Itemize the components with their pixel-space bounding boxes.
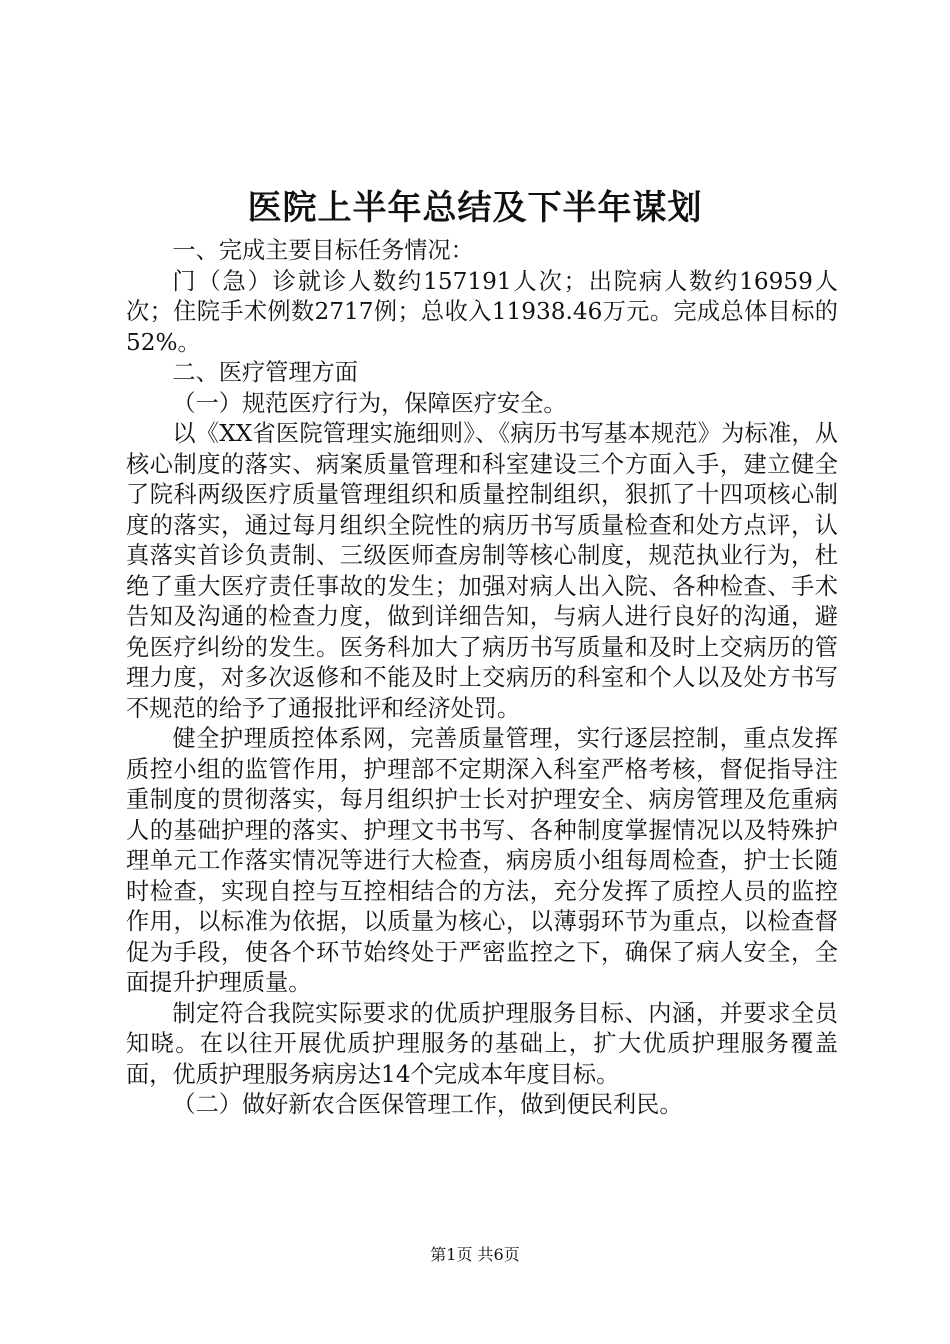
paragraph-targets: 门（急）诊就诊人数约157191人次；出院病人数约16959人次；住院手术例数2717例；总收入11938.46万元。完成总体目标的52%。 [126, 267, 838, 356]
paragraph-medical-management: 以《XX省医院管理实施细则》、《病历书写基本规范》为标准，从核心制度的落实、病案质量管理和科室建设三个方面入手，建立健全了院科两级医疗质量管理组织和质量控制组织，狠抓了十四项核心制度的落实，通过每月组织全院性的病历书写质量检查和处方点评，认真落实首诊负责制、三级医师查房制等核心制度，规范执业行为，杜绝了重大医疗责任事故的发生；加强对病人出入院、各种检查、手术告知及沟通的检查力度，做到详细告知，与病人进行良好的沟通，避免医疗纠纷的发生。医务科加大了病历书写质量和及时上交病历的管理力度，对多次返修和不能及时上交病历的科室和个人以及处方书写不规范的给予了通报批评和经济处罚。 [126, 420, 838, 722]
section-heading-1: 一、完成主要目标任务情况： [172, 237, 474, 264]
paragraph-quality-nursing-service: 制定符合我院实际要求的优质护理服务目标、内涵，并要求全员知晓。在以往开展优质护理服务的基础上，扩大优质护理服务覆盖面，优质护理服务病房达14个完成本年度目标。 [126, 999, 838, 1088]
document-body [126, 236, 838, 1121]
section-heading-2: 二、医疗管理方面 [172, 359, 358, 386]
page-footer: 第1页 共6页 [430, 1245, 520, 1264]
subsection-heading-1: （一）规范医疗行为，保障医疗安全。 [172, 389, 567, 417]
subsection-heading-2: （二）做好新农合医保管理工作，做到便民利民。 [172, 1091, 683, 1118]
paragraph-nursing-quality: 健全护理质控体系网，完善质量管理，实行逐层控制，重点发挥质控小组的监管作用，护理部不定期深入科室严格考核，督促指导注重制度的贯彻落实，每月组织护士长对护理安全、病房管理及危重病人的基础护理的落实、护理文书书写、各种制度掌握情况以及特殊护理单元工作落实情况等进行大检查，病房质小组每周检查，护士长随时检查，实现自控与互控相结合的方法，充分发挥了质控人员的监控作用，以标准为依据，以质量为核心，以薄弱环节为重点，以检查督促为手段，使各个环节始终处于严密监控之下，确保了病人安全，全面提升护理质量。 [126, 725, 838, 996]
document-title: 医院上半年总结及下半年谋划 [247, 188, 703, 228]
